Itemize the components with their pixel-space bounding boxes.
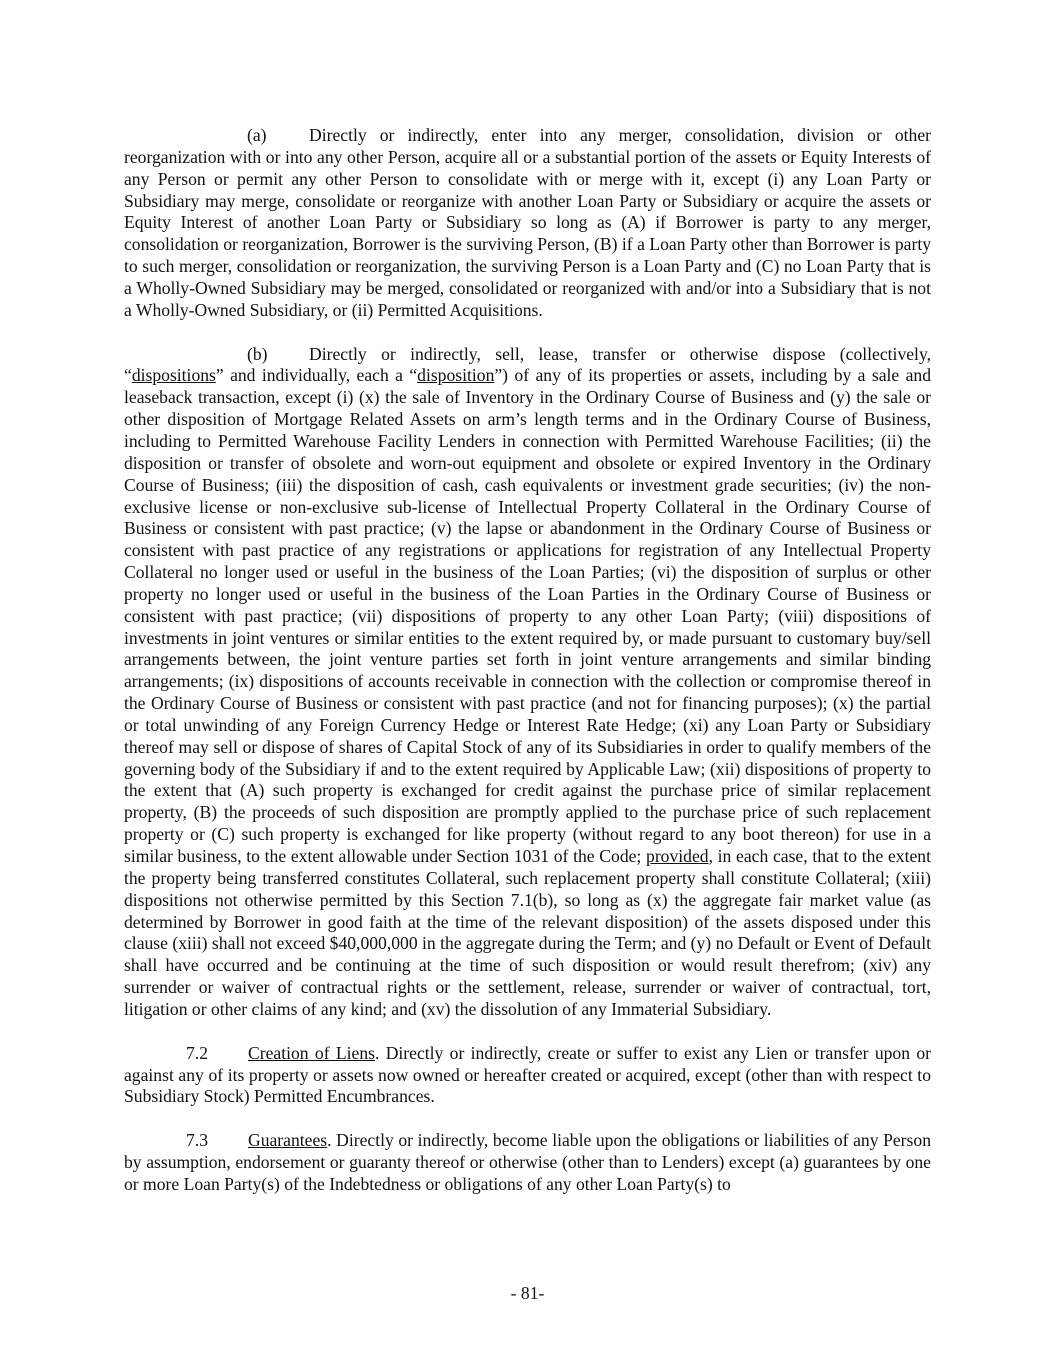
paragraph-a-text: Directly or indirectly, enter into any merger, consolidation, division or other reorganization with or into any other Person, acquire all or a substantial portion of the assets or Equity Interests of any Person or permit any other Person to consolidate with or merge with it, except (i) any Loan Party or Subsidiary may merge, consolidate or reorganize with another Loan Party or Subsidiary or acquire the assets or Equity Interest of another Loan Party or Subsidiary so long as (A) if Borrower is party to any merger, consolidation or reorganization, Borrower is the surviving Person, (B) if a Loan Party other than Borrower is party to such merger, consolidation or reorganization, the surviving Person is a Loan Party and (C) no Loan Party that is a Wholly-Owned Subsidiary may be merged, consolidated or reorganized with and/or into a Subsidiary that is not a Wholly-Owned Subsidiary, or (ii) Permitted Acquisitions. [124, 125, 931, 320]
section-7-2 [124, 1043, 931, 1109]
defined-term-dispositions: dispositions [131, 365, 216, 386]
paragraph-b-text-3: ”) of any of its properties or assets, including by a sale and leaseback transaction, except (i) (x) the sale of Inventory in the Ordinary Course of Business and (y) the sale or other disposition of Mortgage Related Assets on arm’s length terms and in the Ordinary Course of Business, including to Permitted Warehouse Facility Lenders in connection with Permitted Warehouse Facilities; (ii) the disposition or transfer of obsolete and worn-out equipment and obsolete or expired Inventory in the Ordinary Course of Business; (iii) the disposition of cash, cash equivalents or investment grade securities; (iv) the non-exclusive license or non-exclusive sub-license of Intellectual Property Collateral in the Ordinary Course of Business or consistent with past practice; (v) the lapse or abandonment in the Ordinary Course of Business or consistent with past practice of any registrations or applications for registration of any Intellectual Property Collateral no longer used or useful in the business of the Loan Parties; (vi) the disposition of surplus or other property no longer used or useful in the business of the Loan Parties in the Ordinary Course of Business or consistent with past practice; (vii) dispositions of property to any other Loan Party; (viii) dispositions of investments in joint ventures or similar entities to the extent required by, or made pursuant to customary buy/sell arrangements between, the joint venture parties set forth in joint venture arrangements and similar binding arrangements; (ix) dispositions of accounts receivable in connection with the collection or compromise thereof in the Ordinary Course of Business or consistent with past practice (and not for financing purposes); (x) the partial or total unwinding of any Foreign Currency Hedge or Interest Rate Hedge; (xi) any Loan Party or Subsidiary thereof may sell or dispose of shares of Capital Stock of any of its Subsidiaries in order to qualify members of the governing body of the Subsidiary if and to the extent required by Applicable Law; (xii) dispositions of property to the extent that (A) such property is exchanged for credit against the purchase price of similar replacement property, (B) the proceeds of such disposition are promptly applied to the purchase price of such replacement property or (C) such property is exchanged for like property (without regard to any boot thereon) for use in a similar business, to the extent allowable under Section 1031 of the Code; [124, 365, 931, 866]
section-number-7-3: 7.3 [186, 1130, 208, 1151]
paragraph-7-1-b [124, 344, 931, 1021]
paragraph-b-text-1: Directly or indirectly, sell, lease, transfer or otherwise dispose (collectively, “ [124, 343, 931, 386]
term-provided: provided [646, 846, 709, 866]
paragraph-b-text-2: ” and individually, each a “ [215, 365, 418, 386]
section-heading-guarantees: Guarantees [248, 1130, 328, 1151]
paragraph-marker-b: (b) [247, 343, 268, 364]
section-7-3-text: . Directly or indirectly, become liable upon the obligations or liabilities of any Person by assumption, endorsement or guaranty thereof or otherwise (other than to Lenders) except (a) guarantees by one or more Loan Party(s) of the Indebtedness or obligations of any other Loan Party(s) to [124, 1130, 931, 1194]
section-7-3 [124, 1130, 931, 1196]
paragraph-marker-a: (a) [247, 125, 267, 145]
paragraph-7-1-a [124, 125, 931, 322]
section-7-2-text: . Directly or indirectly, create or suffer to exist any Lien or transfer upon or against any of its property or assets now owned or hereafter created or acquired, except (other than with respect to Subsidiary Stock) Permitted Encumbrances. [124, 1042, 932, 1107]
paragraph-b-text-4: , in each case, that to the extent the property being transferred constitutes Collateral, such replacement property shall constitute Collateral; (xiii) dispositions not otherwise permitted by this Section 7.1(b), so long as (x) the aggregate fair market value (as determined by Borrower in good faith at the time of the relevant disposition) of the assets disposed under this clause (xiii) shall not exceed $40,000,000 in the aggregate during the Term; and (y) no Default or Event of Default shall have occurred and be continuing at the time of such disposition or would result therefrom; (xiv) any surrender or waiver of contractual rights or the settlement, release, surrender or waiver of contractual, tort, litigation or other claims of any kind; and (xv) the dissolution of any Immaterial Subsidiary. [124, 846, 932, 1019]
section-number-7-2: 7.2 [186, 1042, 208, 1063]
defined-term-disposition: disposition [417, 365, 495, 386]
section-heading-creation-of-liens: Creation of Liens [248, 1042, 375, 1063]
document-body [124, 125, 931, 1218]
page-number: - 81- [510, 1283, 545, 1303]
